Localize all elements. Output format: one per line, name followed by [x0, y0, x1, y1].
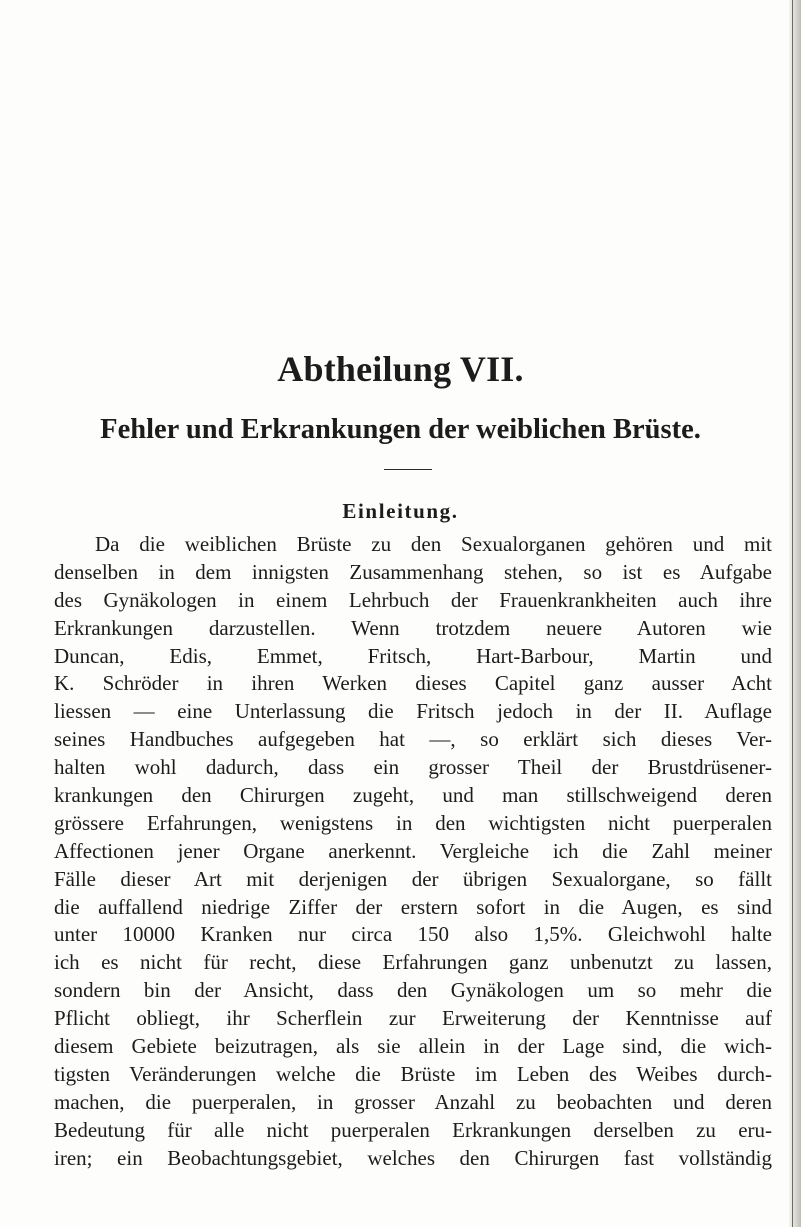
text-line: Duncan, Edis, Emmet, Fritsch, Hart-Barbour, Martin und: [54, 643, 772, 668]
text-line: unter 10000 Kranken nur circa 150 also 1,5%. Gleichwohl halte: [54, 922, 772, 947]
text-line: liessen — eine Unterlassung die Fritsch jedoch in der II. Auflage: [54, 699, 772, 724]
body-paragraph: [54, 531, 772, 1172]
text-line: diesem Gebiete beizutragen, als sie allein in der Lage sind, die wich-: [54, 1034, 772, 1059]
text-line: grössere Erfahrungen, wenigstens in den wichtigsten nicht puerperalen: [54, 810, 772, 835]
title-divider: [384, 469, 432, 470]
section-heading: Abtheilung VII.: [277, 349, 524, 389]
text-line: Bedeutung für alle nicht puerperalen Erkrankungen derselben zu eru-: [54, 1117, 772, 1142]
text-line: machen, die puerperalen, in grosser Anzahl zu beobachten und deren: [54, 1089, 772, 1114]
text-line: tigsten Veränderungen welche die Brüste im Leben des Weibes durch-: [54, 1061, 772, 1086]
text-line: Pflicht obliegt, ihr Scherflein zur Erweiterung der Kenntnisse auf: [54, 1006, 772, 1031]
text-line: die auffallend niedrige Ziffer der erstern sofort in die Augen, es sind: [54, 894, 772, 919]
text-line: Affectionen jener Organe anerkennt. Vergleiche ich die Zahl meiner: [54, 838, 772, 863]
section-title: Fehler und Erkrankungen der weiblichen Brüste.: [100, 414, 701, 445]
text-line: Da die weiblichen Brüste zu den Sexualorganen gehören und mit: [95, 532, 772, 556]
intro-heading: Einleitung.: [342, 499, 459, 523]
text-line: krankungen den Chirurgen zugeht, und man stillschweigend deren: [54, 783, 772, 808]
text-line: denselben in dem innigsten Zusammenhang stehen, so ist es Aufgabe: [54, 559, 772, 584]
text-line: Erkrankungen darzustellen. Wenn trotzdem neuere Autoren wie: [54, 615, 772, 640]
text-line: K. Schröder in ihren Werken dieses Capitel ganz ausser Acht: [54, 671, 772, 696]
text-line: des Gynäkologen in einem Lehrbuch der Frauenkrankheiten auch ihre: [54, 587, 772, 612]
text-line: Fälle dieser Art mit derjenigen der übrigen Sexualorgane, so fällt: [54, 866, 772, 891]
page-edge-line: [792, 0, 793, 1227]
text-line: sondern bin der Ansicht, dass den Gynäkologen um so mehr die: [54, 978, 772, 1003]
page-edge: [789, 0, 801, 1227]
text-line: iren; ein Beobachtungsgebiet, welches den Chirurgen fast vollständig: [54, 1145, 772, 1170]
text-line: halten wohl dadurch, dass ein grosser Theil der Brustdrüsener-: [54, 755, 772, 780]
text-line: seines Handbuches aufgegeben hat —, so erklärt sich dieses Ver-: [54, 727, 772, 752]
text-line: ich es nicht für recht, diese Erfahrungen ganz unbenutzt zu lassen,: [54, 950, 772, 975]
